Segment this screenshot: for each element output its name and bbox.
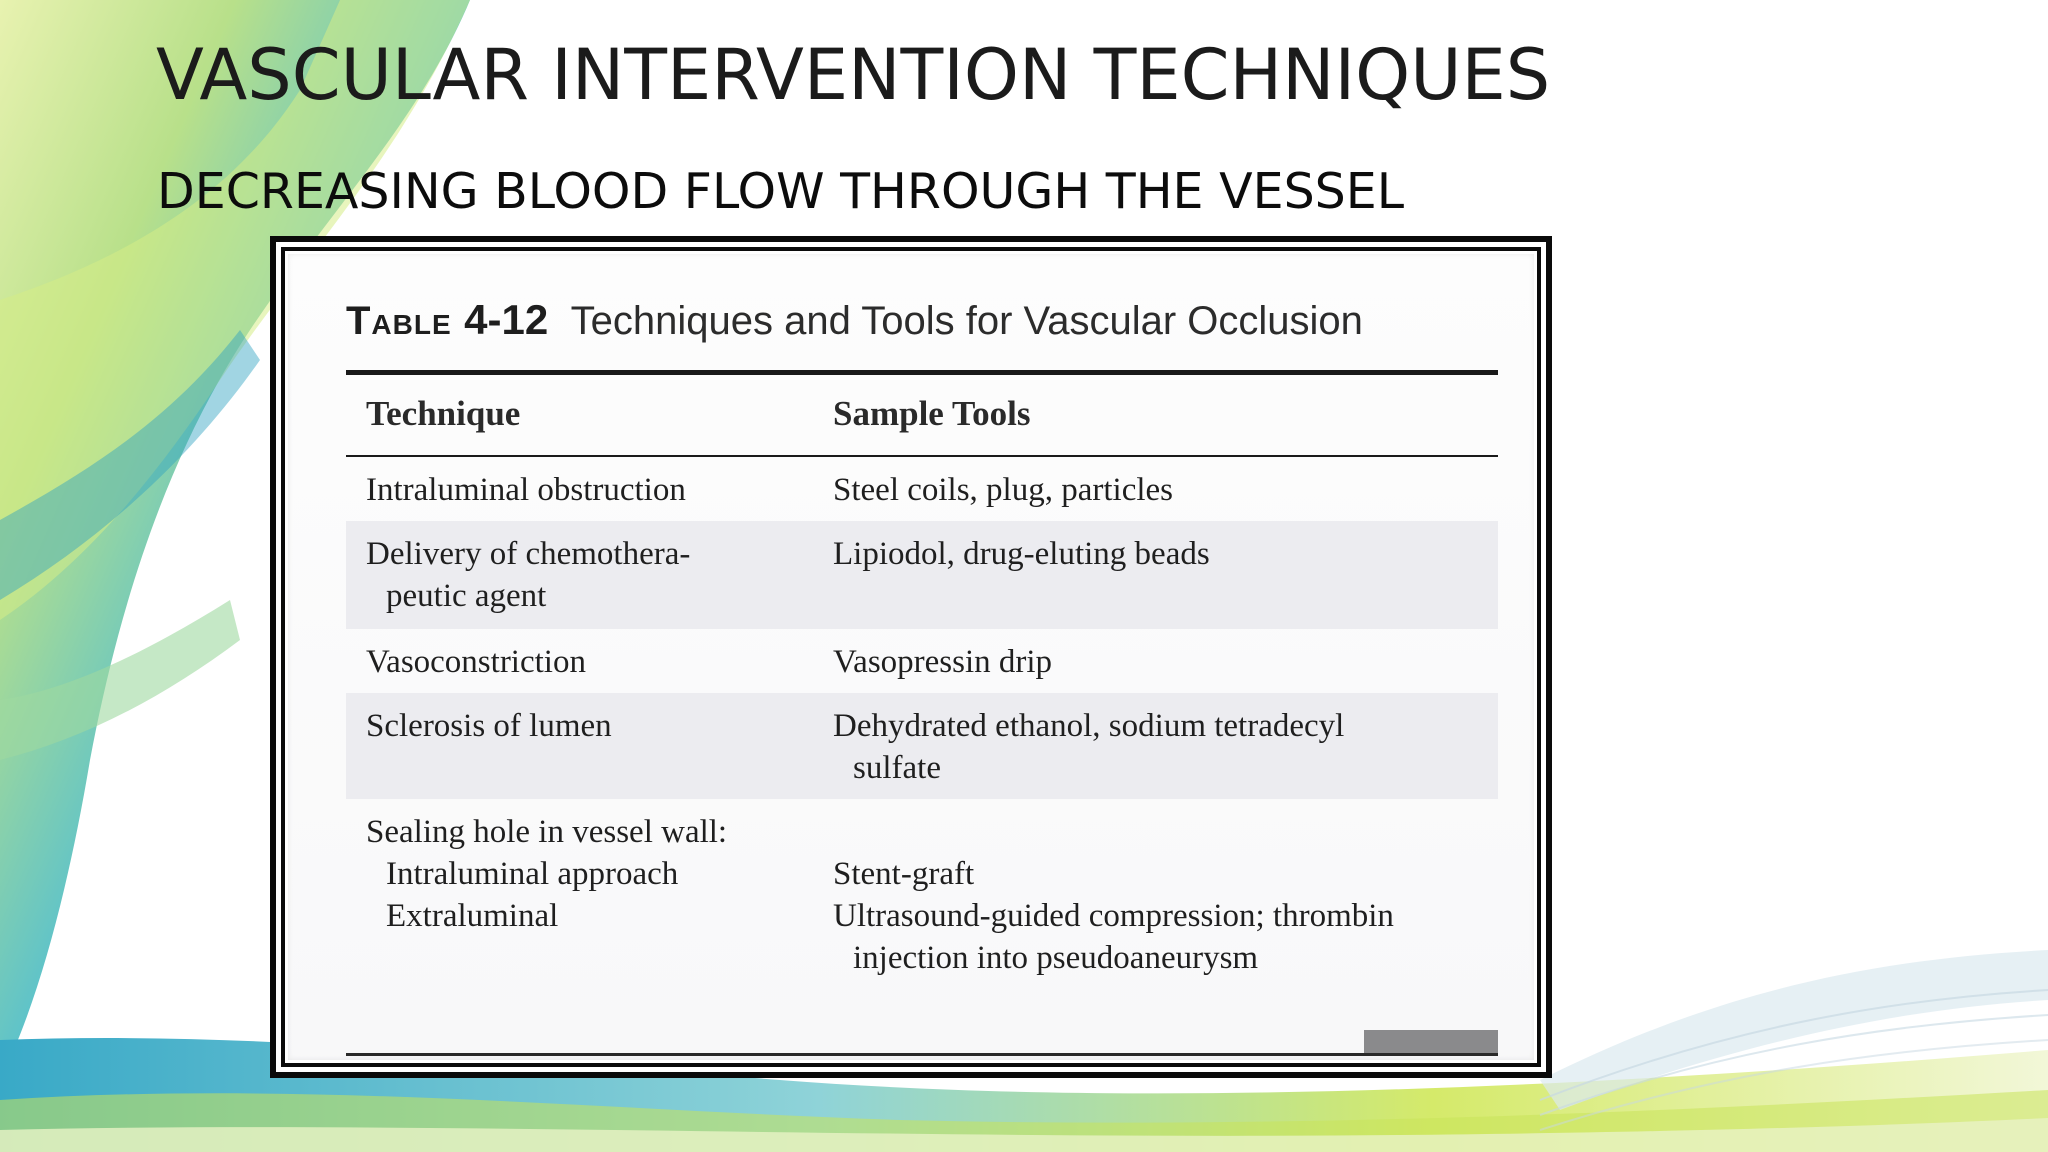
table-row [346,693,1498,799]
table-row [346,521,1498,629]
cell-line: Intraluminal approach [386,856,679,892]
cell-technique [366,705,612,747]
cell-line: Delivery of chemothera- [366,536,691,572]
cell-line: Extraluminal [386,898,559,934]
cell-tools [833,705,1344,789]
cell-line: peutic agent [386,578,547,614]
table-caption-label: Table [346,299,452,343]
cell-line: Stent-graft [833,856,975,892]
cell-line: Lipiodol, drug-eluting beads [833,536,1210,572]
cell-technique [366,533,690,617]
slide-title: VASCULAR INTERVENTION TECHNIQUES [156,34,1551,116]
column-header-sample-tools: Sample Tools [833,394,1031,433]
table-row [346,629,1498,693]
table-row [346,457,1498,521]
cell-technique [366,811,727,937]
cell-line: Dehydrated ethanol, sodium tetradecyl [833,708,1345,744]
page-corner-tab [1364,1030,1498,1054]
table-frame-inner [276,242,1546,1072]
cell-tools [833,811,1394,979]
cell-line: Sclerosis of lumen [366,708,612,744]
table-caption-number: 4-12 [464,296,549,343]
table-caption-text: Techniques and Tools for Vascular Occlusion [570,299,1363,343]
cell-technique [366,641,586,683]
cell-line: injection into pseudoaneurysm [853,940,1259,976]
cell-tools [833,533,1210,575]
cell-technique [366,469,686,511]
table-image-frame [270,236,1552,1078]
cell-line: Vasopressin drip [833,644,1053,680]
cell-line: Ultrasound-guided compression; thrombin [833,898,1394,934]
cell-line: sulfate [853,750,941,786]
table-row [346,799,1498,999]
column-header-technique: Technique [366,394,521,433]
cell-line: Vasoconstriction [366,644,586,680]
cell-line: Intraluminal obstruction [366,472,686,508]
cell-tools [833,641,1052,683]
table-bottom-rule [346,1053,1498,1056]
cell-line [833,811,1394,853]
cell-line: Steel coils, plug, particles [833,472,1174,508]
slide-subtitle: DECREASING BLOOD FLOW THROUGH THE VESSEL [157,163,1405,220]
cell-tools [833,469,1173,511]
cell-line: Sealing hole in vessel wall: [366,814,728,850]
table-sheet [288,254,1534,1060]
table-caption [346,296,1363,344]
table-top-rule [346,370,1498,375]
